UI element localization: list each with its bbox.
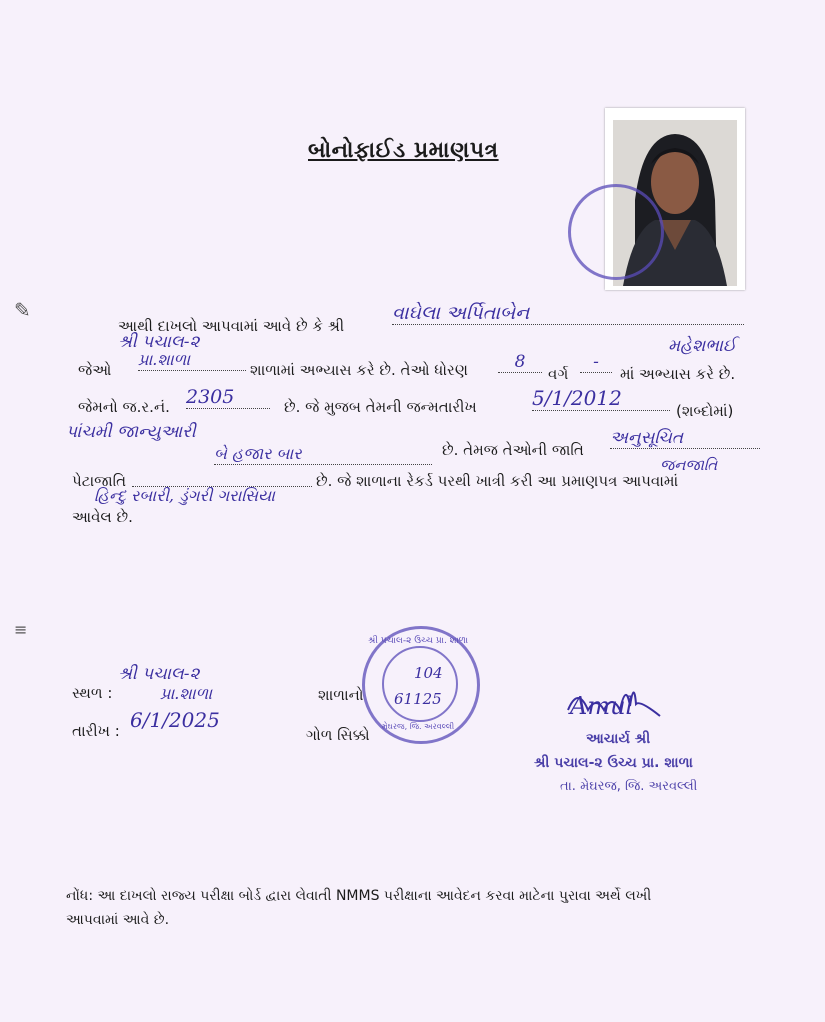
footer-note: નોંધ: આ દાખલો રાજ્ય પરીક્ષા બોર્ડ દ્વારા લેવાતી NMMS પરીક્ષાના આવેદન કરવા માટેના પુરાવા અર્થે લખી આપવામાં આવે છે. — [66, 888, 652, 928]
standard-handwriting: 8 — [498, 352, 542, 373]
margin-mark: ✎ — [14, 298, 31, 322]
seal-number-2: 61125 — [394, 690, 442, 708]
body-line-3-start: જેમનો જ.ર.નં. — [78, 398, 170, 416]
place-handwriting: શ્રી પચાલ-૨ — [118, 664, 200, 684]
date-label: તારીખ : — [72, 722, 120, 740]
seal-label: ગોળ સિક્કો — [306, 726, 370, 744]
school-name-handwriting-2: પ્રા.શાળા — [138, 350, 246, 371]
principal-signature: Amul — [570, 692, 634, 720]
principal-place: તા. મેઘરજ, જિ. અરવલ્લી — [560, 779, 698, 794]
body-line-6: આવેલ છે. — [72, 508, 133, 526]
body-line-2-varg: વર્ગ — [548, 365, 569, 383]
dob-words-handwriting: પાંચમી જાન્યુઆરી — [66, 422, 196, 442]
place-label: સ્થળ : — [72, 684, 113, 702]
seal-ring-bottom: મેઘરજ, જિ. અરવલ્લી — [382, 722, 455, 731]
body-line-2-mid: શાળામાં અભ્યાસ કરે છે. તેઓ ધોરણ — [250, 361, 468, 379]
body-line-5-mid: છે. જે શાળાના રેકર્ડ પરથી ખાત્રી કરી આ પ્રમાણપત્ર આપવામાં — [316, 472, 679, 490]
caste-handwriting: અનુસૂચિત — [610, 428, 760, 449]
caste-handwriting-2: જનજાતિ — [660, 456, 718, 474]
student-name-handwriting: વાઘેલા અર્પિતાબેન — [392, 302, 744, 325]
school-seal-inner — [382, 646, 458, 722]
body-line-3-end: (શબ્દોમાં) — [676, 402, 734, 420]
date-handwriting: 6/1/2025 — [130, 708, 220, 732]
school-name-handwriting: શ્રી પચાલ-૨ — [118, 332, 200, 352]
principal-school: શ્રી પચાલ-૨ ઉચ્ચ પ્રા. શાળા — [534, 755, 693, 771]
student-name-handwriting-2: મહેશભાઈ — [668, 336, 737, 356]
body-line-2-start: જેઓ — [78, 361, 112, 379]
photo-stamp — [568, 184, 664, 280]
margin-mark: ≡ — [14, 620, 28, 639]
page-title: બોનોફાઈડ પ્રમાણપત્ર — [308, 138, 499, 163]
body-line-3-mid: છે. જે મુજબ તેમની જન્મતારીખ — [284, 398, 477, 416]
signature-stroke — [560, 676, 670, 726]
school-label: શાળાનો — [318, 686, 364, 704]
body-line-4-mid: છે. તેમજ તેઓની જાતિ — [442, 441, 584, 459]
body-line-5-start: પેટાજાતિ — [72, 472, 127, 490]
gr-number-handwriting: 2305 — [186, 386, 270, 409]
division-handwriting: - — [580, 352, 612, 373]
principal-role: આચાર્ય શ્રી — [586, 731, 651, 747]
sub-caste-handwriting: હિન્દુ રબારી, ડુંગરી ગરાસિયા — [94, 486, 275, 505]
seal-number-1: 104 — [414, 664, 443, 682]
place-handwriting-2: પ્રા.શાળા — [160, 684, 213, 703]
body-line-1: આથી દાખલો આપવામાં આવે છે કે શ્રી — [118, 317, 345, 335]
dob-handwriting: 5/1/2012 — [532, 386, 670, 411]
body-line-2-end: માં અભ્યાસ કરે છે. — [620, 365, 736, 383]
seal-ring-text: શ્રી પચાલ-૨ ઉચ્ચ પ્રા. શાળા — [368, 636, 469, 646]
dob-words-handwriting-2: બે હજાર બાર — [214, 444, 432, 465]
